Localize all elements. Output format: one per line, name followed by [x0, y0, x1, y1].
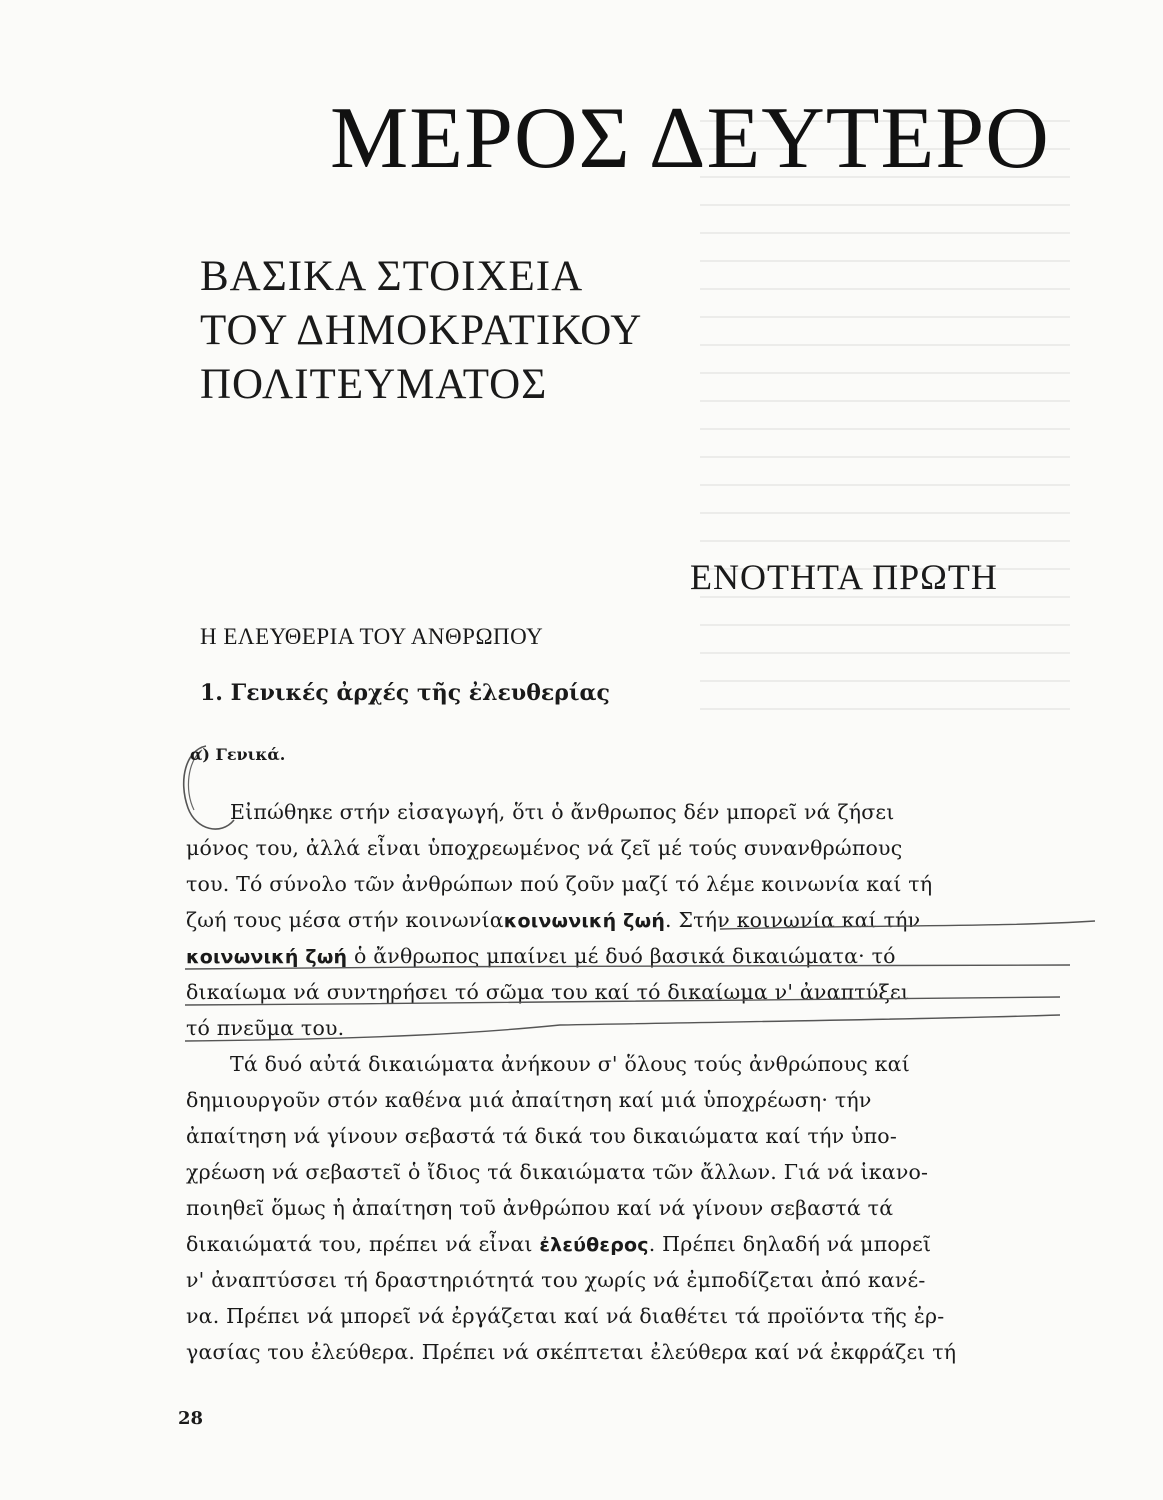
text-line: Τά δυό αὐτά δικαιώματα ἀνήκουν σ' ὅλους τούς ἀνθρώπους καί: [230, 1052, 910, 1076]
text-span: ζωή τους μέσα στήν κοινωνία: [186, 908, 504, 932]
bold-term: κοινωνική ζωή: [503, 910, 666, 932]
text-line: ν' ἀναπτύσσει τή δραστηριότητά του χωρίς νά ἐμποδίζεται ἀπό κανέ-: [186, 1268, 926, 1292]
text-line: γασίας του ἐλεύθερα. Πρέπει νά σκέπτεται ἐλεύθερα καί νά ἐκφράζει τή: [186, 1340, 957, 1364]
text-line: ἀπαίτηση νά γίνουν σεβαστά τά δικά του δικαιώματα καί τήν ὑπο-: [186, 1124, 897, 1148]
text-line: μόνος του, ἀλλά εἶναι ὑποχρεωμένος νά ζεῖ μέ τούς συνανθρώπους: [186, 836, 903, 860]
page-number: 28: [178, 1408, 204, 1429]
text-line: χρέωση νά σεβαστεῖ ὁ ἴδιος τά δικαιώματα τῶν ἄλλων. Γιά νά ἱκανο-: [186, 1160, 929, 1184]
section-title-line: ΠΟΛΙΤΕΥΜΑΤΟΣ: [200, 361, 548, 408]
chapter-title: Η ΕΛΕΥΘΕΡΙΑ ΤΟΥ ΑΝΘΡΩΠΟΥ: [200, 624, 544, 649]
text-span: ὁ ἄνθρωπος μπαίνει μέ δυό βασικά δικαιώματα· τό: [347, 944, 896, 968]
text-span: δικαιώματά του, πρέπει νά εἶναι: [186, 1232, 533, 1256]
text-line: να. Πρέπει νά μπορεῖ νά ἐργάζεται καί νά διαθέτει τά προϊόντα τῆς ἐρ-: [186, 1304, 945, 1328]
bleed-through-texture: [700, 120, 1070, 720]
text-span: . Πρέπει δηλαδή νά μπορεῖ: [648, 1232, 932, 1256]
bold-term: ἐλεύθερος: [539, 1234, 649, 1256]
text-span: . Στήν κοινωνία καί τήν: [665, 908, 921, 932]
text-line: [186, 1232, 1046, 1256]
section-title: [200, 250, 800, 412]
pencil-underline-marks: [180, 915, 1100, 1055]
unit-title: ΕΝΟΤΗΤΑ ΠΡΩΤΗ: [690, 557, 998, 597]
text-line: του. Τό σύνολο τῶν ἀνθρώπων πού ζοῦν μαζί τό λέμε κοινωνία καί τή: [186, 872, 933, 896]
part-title: ΜΕΡΟΣ ΔΕΥΤΕΡΟ: [330, 90, 1050, 187]
text-line: δικαίωμα νά συντηρήσει τό σῶμα του καί τό δικαίωμα ν' ἀναπτύξει: [186, 980, 910, 1004]
text-line: τό πνεῦμα του.: [186, 1016, 345, 1040]
section-title-line: ΒΑΣΙΚΑ ΣΤΟΙΧΕΙΑ: [200, 253, 584, 300]
section-title-line: ΤΟΥ ΔΗΜΟΚΡΑΤΙΚΟΥ: [200, 307, 643, 354]
text-line: δημιουργοῦν στόν καθένα μιά ἀπαίτηση καί μιά ὑποχρέωση· τήν: [186, 1088, 872, 1112]
sub-subsection-heading: α) Γενικά.: [190, 745, 286, 764]
subsection-heading: 1. Γενικές ἀρχές τῆς ἐλευθερίας: [200, 680, 610, 706]
text-line: Εἰπώθηκε στήν εἰσαγωγή, ὅτι ὁ ἄνθρωπος δέν μπορεῖ νά ζήσει: [230, 800, 895, 824]
bold-term: κοινωνική ζωή: [186, 946, 348, 968]
text-line: ποιηθεῖ ὅμως ἡ ἀπαίτηση τοῦ ἀνθρώπου καί νά γίνουν σεβαστά τά: [186, 1196, 894, 1220]
